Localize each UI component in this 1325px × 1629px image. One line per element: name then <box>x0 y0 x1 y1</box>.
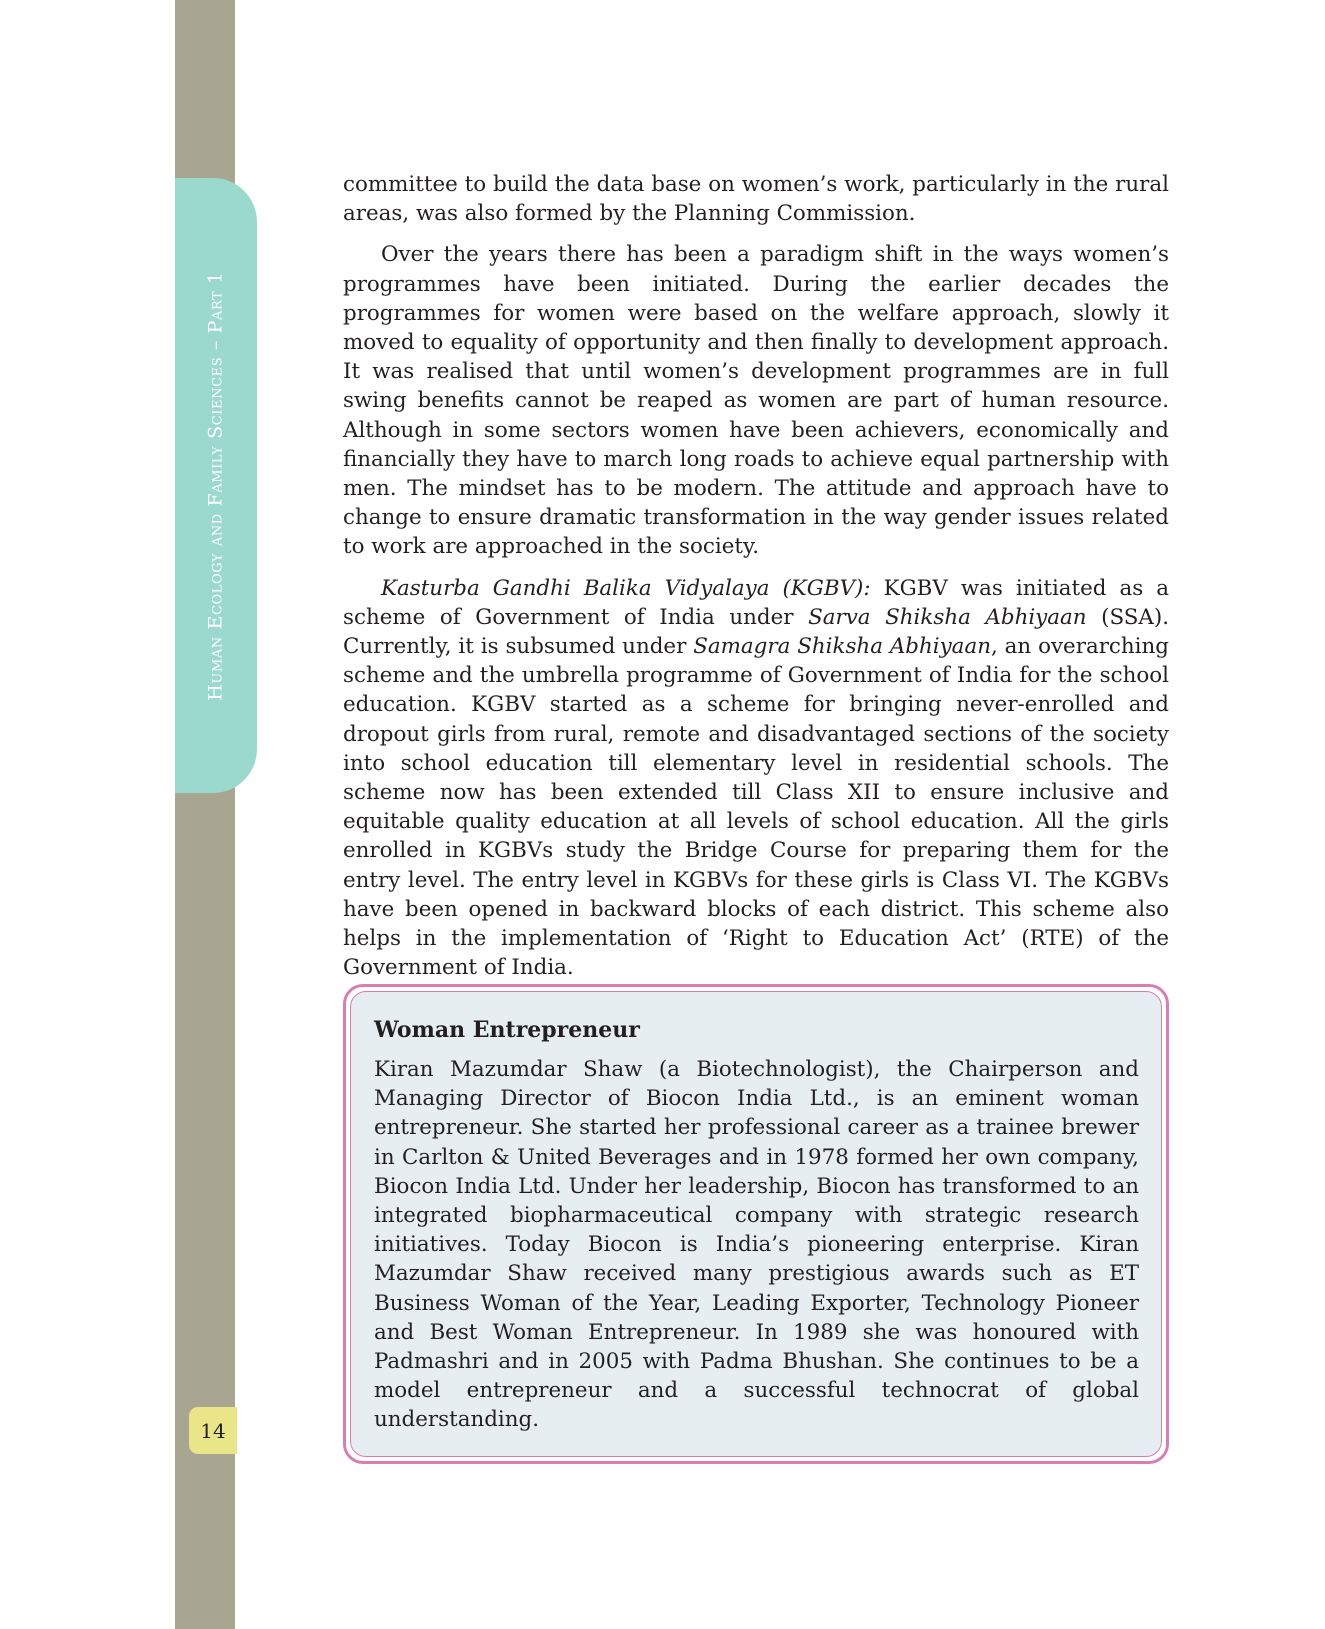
woman-entrepreneur-box <box>343 984 1169 1464</box>
box-inner <box>350 991 1162 1457</box>
paragraph-kgbv <box>343 574 1169 983</box>
kgbv-text-2: (SSA). Currently, it is subsumed under <box>343 604 1170 660</box>
paragraph-paradigm-shift: Over the years there has been a paradigm shift in the ways women’s programmes have been initiated. During the earlier decades the programmes for women were based on the welfare approach, slowly it moved to equality of opportunity and then finally to development approach. It was realised that until women’s development programmes are in full swing benefits cannot be reaped as women are part of human resource. Although in some sectors women have been achievers, economically and financially they have to march long roads to achieve equal partnership with men. The mindset has to be modern. The attitude and approach have to change to ensure dramatic transformation in the way gender issues related to work are approached in the society. <box>343 242 1169 560</box>
running-head-text: Human Ecology and Family Sciences – Part 1 <box>205 270 227 701</box>
kgbv-text-1: KGBV was initiated as a scheme of Government of India under <box>343 575 1169 630</box>
body-text <box>343 170 1169 994</box>
box-title: Woman Entrepreneur <box>374 1017 640 1043</box>
running-head <box>175 178 257 793</box>
ssa-term: Sarva Shiksha Abhiyaan <box>808 604 1087 630</box>
page-number: 14 <box>189 1407 237 1454</box>
kgbv-text-3: , an overarching scheme and the umbrella programme of Government of India for the school education. KGBV started as a scheme for bringing never-enrolled and dropout girls from rural, remote and disadvantaged sections of the society into school education till elementary level in residential schools. The scheme now has been extended till Class XII to ensure inclusive and equitable quality education at all levels of school education. All the girls enrolled in KGBVs study the Bridge Course for preparing them for the entry level. The entry level in KGBVs for these girls is Class VI. The KGBVs have been opened in backward blocks of each district. This scheme also helps in the implementation of ‘Right to Education Act’ (RTE) of the Government of India. <box>343 634 1169 981</box>
box-text: Kiran Mazumdar Shaw (a Biotechnologist), the Chairperson and Managing Director of Biocon India Ltd., is an eminent woman entrepreneur. She started her professional career as a trainee brewer in Carlton & United Beverages and in 1978 formed her own company, Biocon India Ltd. Under her leadership, Biocon has transformed to an integrated biopharmaceutical company with strategic research initiatives. Today Biocon is India’s pioneering enterprise. Kiran Mazumdar Shaw received many prestigious awards such as ET Business Woman of the Year, Leading Exporter, Technology Pioneer and Best Woman Entrepreneur. In 1989 she was honoured with Padmashri and in 2005 with Padma Bhushan. She continues to be a model entrepreneur and a successful technocrat of global understanding. <box>374 1057 1139 1433</box>
kgbv-term: Kasturba Gandhi Balika Vidyalaya (KGBV): <box>381 575 871 601</box>
paragraph-continued: committee to build the data base on women’s work, particularly in the rural areas, was also formed by the Planning Commission. <box>343 172 1169 227</box>
samagra-term: Samagra Shiksha Abhiyaan <box>693 634 991 660</box>
